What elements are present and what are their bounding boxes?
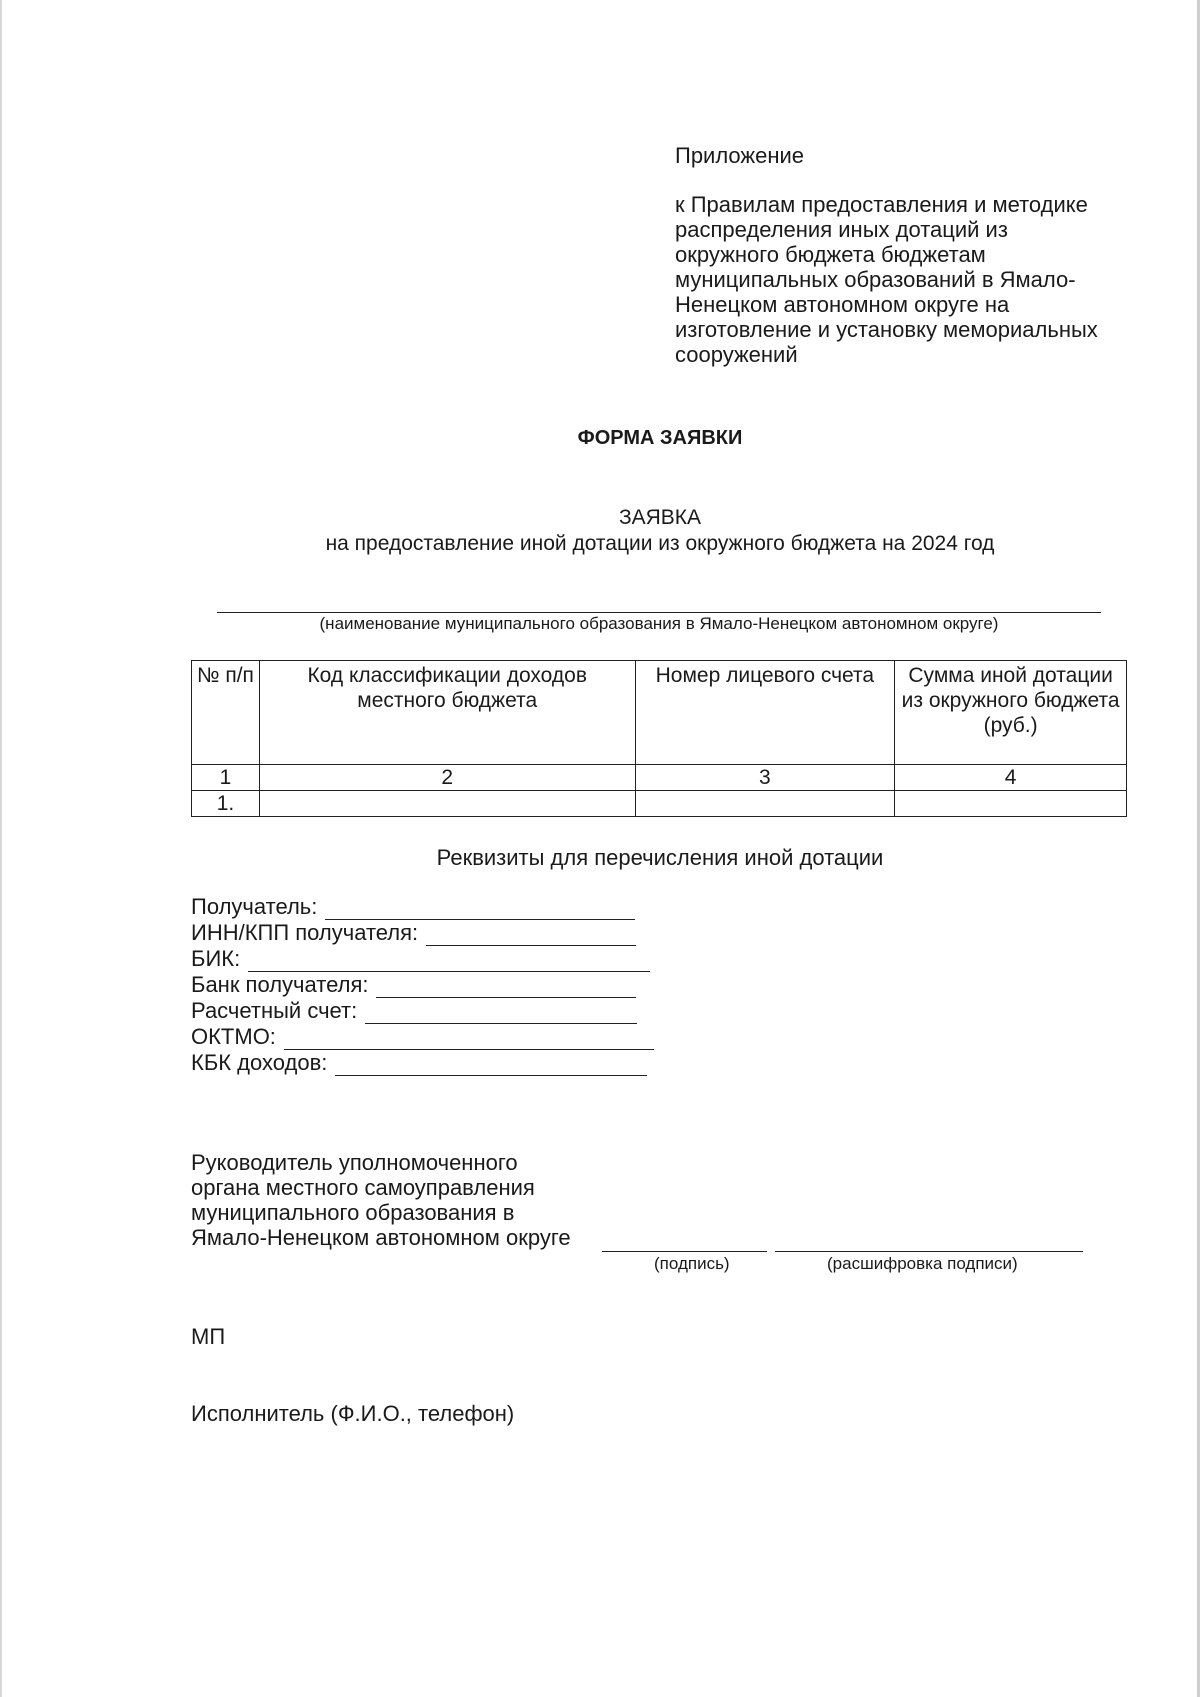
field-label: ИНН/КПП получателя: xyxy=(191,920,419,945)
appendix-line: распределения иных дотаций из xyxy=(675,217,1008,242)
table-cell-amount[interactable] xyxy=(895,791,1127,817)
decoding-caption: (расшифровка подписи) xyxy=(827,1254,1018,1273)
head-title-line: муниципального образования в xyxy=(191,1200,515,1225)
application-table xyxy=(191,660,1127,817)
column-number: 2 xyxy=(259,765,635,791)
table-cell-income-code[interactable] xyxy=(259,791,635,817)
inn-kpp-blank[interactable] xyxy=(426,927,636,946)
appendix-line: Ненецком автономном округе на xyxy=(675,292,1010,317)
recipient-blank[interactable] xyxy=(325,901,635,920)
requisites-title: Реквизиты для перечисления иной дотации xyxy=(436,845,884,870)
requisites-fields xyxy=(191,894,654,1076)
field-label: ОКТМО: xyxy=(191,1024,276,1049)
municipality-name-blank[interactable] xyxy=(217,612,1101,613)
table-header-cell: Код классификации доходов местного бюджета xyxy=(259,661,635,765)
column-number: 1 xyxy=(192,765,260,791)
executor-line: Исполнитель (Ф.И.О., телефон) xyxy=(191,1401,515,1426)
field-label: КБК доходов: xyxy=(191,1050,328,1075)
table-cell-account-number[interactable] xyxy=(635,791,895,817)
head-title-line: органа местного самоуправления xyxy=(191,1175,535,1200)
signature-caption: (подпись) xyxy=(654,1254,730,1273)
table-column-number-row xyxy=(192,765,1127,791)
field-kbk xyxy=(191,1050,654,1076)
field-oktmo xyxy=(191,1024,654,1050)
signature-blank[interactable] xyxy=(602,1251,767,1252)
table-header-cell: № п/п xyxy=(192,661,260,765)
column-number: 3 xyxy=(635,765,895,791)
appendix-line: изготовление и установку мемориальных xyxy=(675,317,1098,342)
appendix-block xyxy=(675,143,1135,367)
appendix-line: сооружений xyxy=(675,342,798,367)
field-label: Банк получателя: xyxy=(191,972,369,997)
form-title: ФОРМА ЗАЯВКИ xyxy=(577,427,743,449)
head-title-line: Ямало-Ненецком автономном округе xyxy=(191,1225,571,1250)
head-signature-block xyxy=(191,1150,571,1250)
appendix-line: к Правилам предоставления и методике xyxy=(675,192,1088,217)
kbk-blank[interactable] xyxy=(335,1057,647,1076)
head-title-line: Руководитель уполномоченного xyxy=(191,1150,518,1175)
bik-blank[interactable] xyxy=(248,953,650,972)
field-recipient xyxy=(191,894,654,920)
field-bank xyxy=(191,972,654,998)
account-blank[interactable] xyxy=(365,1005,637,1024)
appendix-line: муниципальных образований в Ямало- xyxy=(675,267,1076,292)
field-account xyxy=(191,998,654,1024)
stamp-place: МП xyxy=(191,1324,226,1349)
municipality-caption: (наименование муниципального образования в Ямало-Ненецком автономном округе) xyxy=(319,614,999,633)
table-header-row xyxy=(192,661,1127,765)
appendix-line: окружного бюджета бюджетам xyxy=(675,242,986,267)
application-subtitle: на предоставление иной дотации из окружного бюджета на 2024 год xyxy=(325,532,995,555)
column-number: 4 xyxy=(895,765,1127,791)
field-label: Расчетный счет: xyxy=(191,998,358,1023)
appendix-title: Приложение xyxy=(675,143,805,168)
oktmo-blank[interactable] xyxy=(284,1031,654,1050)
field-label: БИК: xyxy=(191,946,241,971)
signature-decoding-blank[interactable] xyxy=(775,1251,1083,1252)
field-bik xyxy=(191,946,654,972)
table-header-cell: Сумма иной дотации из окружного бюджета (руб.) xyxy=(895,661,1127,765)
table-cell-index: 1. xyxy=(192,791,260,817)
field-label: Получатель: xyxy=(191,894,318,919)
application-title: ЗАЯВКА xyxy=(618,506,702,529)
table-header-cell: Номер лицевого счета xyxy=(635,661,895,765)
bank-blank[interactable] xyxy=(376,979,636,998)
table-row xyxy=(192,791,1127,817)
field-inn-kpp xyxy=(191,920,654,946)
